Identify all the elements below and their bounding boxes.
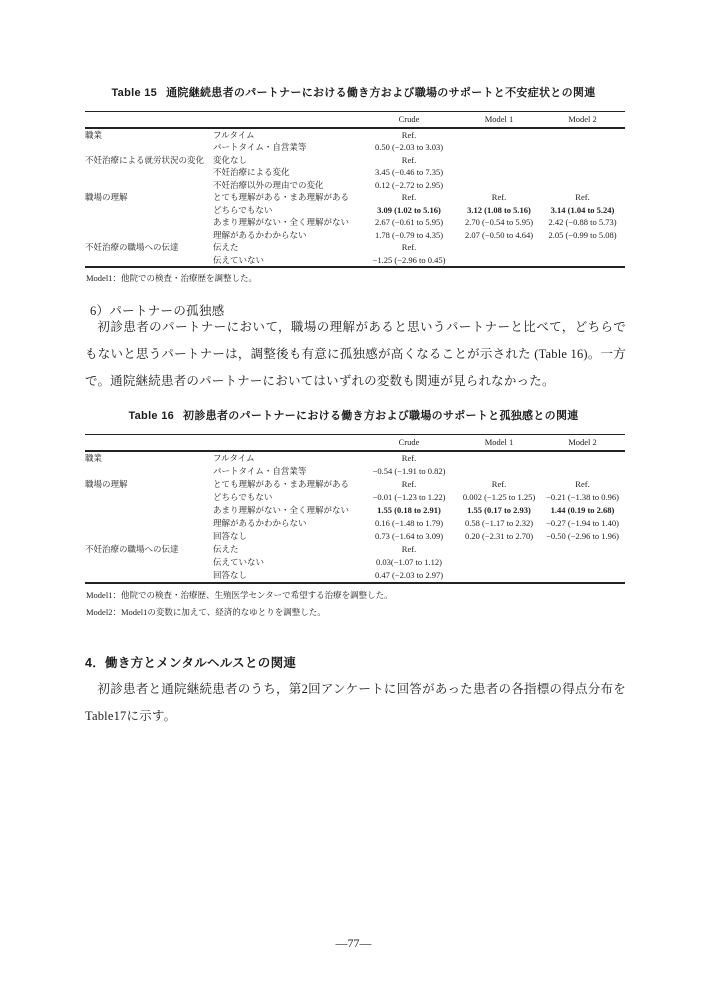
row-model2-value [540,465,625,478]
row-variable: 職場の理解 [85,478,128,489]
row-crude-value: Ref. [401,543,417,554]
row-model2-value [540,451,625,465]
table16-caption-text: 初診患者のパートナーにおける働き方および職場のサポートと孤独感との関連 [183,410,579,422]
row-crude-value: 2.67 (−0.61 to 5.95) [374,217,444,227]
row-variable [85,465,213,478]
row-crude-value: 1.78 (−0.79 to 4.35) [374,229,444,240]
row-variable: 職場の理解 [85,192,128,202]
table-row [85,517,625,530]
section4-paragraph: 初診患者と通院継続患者のうち，第2回アンケートに回答があった患者の各指標の得点分布をTable17に示す。 [85,682,626,723]
row-category: パートタイム・自営業等 [213,142,307,152]
table15-caption [0,84,707,100]
row-model1-value: 1.55 (0.17 to 2.93) [467,504,531,515]
row-variable: 職業 [85,452,103,463]
row-variable [85,166,213,179]
row-crude-value: 0.03(−1.07 to 1.12) [376,556,442,567]
row-crude-value: 0.16 (−1.48 to 1.79) [374,517,444,528]
table-row [85,569,625,583]
row-model2-value: 2.05 (−0.99 to 5.08) [548,229,617,240]
row-crude-value: 0.12 (−2.72 to 2.95) [374,179,444,190]
row-model2-value: Ref. [575,478,590,489]
row-variable [85,556,213,569]
table16-col-model2: Model 2 [540,435,625,451]
row-crude-value: −0.01 (−1.23 to 1.22) [372,491,446,502]
row-variable [85,216,213,229]
row-crude-value: 0.50 (−2.03 to 3.03) [374,142,444,152]
row-crude-value: 0.47 (−2.03 to 2.97) [374,569,444,580]
table16-footnote-2: Model2：Model1の変数に加えて、経済的なゆとりを調整した。 [86,607,326,617]
table15-col-model2: Model 2 [540,112,625,128]
table-row [85,241,625,254]
row-variable [85,504,213,517]
row-category: 回答なし [213,569,248,580]
table-row [85,128,625,142]
row-model1-value: 2.70 (−0.54 to 5.95) [464,217,534,227]
table16 [85,434,625,584]
row-variable [85,491,213,504]
row-model1-value [458,179,540,192]
row-variable [85,204,213,217]
header-spacer [85,435,213,451]
table16-col-crude: Crude [360,435,458,451]
row-crude-value: Ref. [401,192,417,202]
row-category: 不妊治療以外の理由での変化 [213,179,324,190]
row-variable [85,229,213,242]
table15-footnote: Model1：他院での検査・治療歴を調整した。 [86,273,257,283]
table-row [85,191,625,204]
table-row [85,204,625,217]
row-model1-value: 2.07 (−0.50 to 4.64) [464,229,534,240]
row-category: フルタイム [213,129,255,140]
row-model1-value [458,254,540,268]
row-variable: 不妊治療の職場への伝達 [85,543,179,554]
row-category: 理解があるかわからない [213,517,307,528]
row-variable [85,141,213,154]
table-row [85,254,625,268]
page-number: —77— [335,936,372,950]
table15-caption-text: 通院継続患者のパートナーにおける働き方および職場のサポートと不安症状との関連 [166,87,596,99]
table15 [85,111,625,268]
row-category: あまり理解がない・全く理解がない [213,504,350,515]
row-model1-value [458,166,540,179]
row-crude-value: 3.09 (1.02 to 5.16) [377,204,441,215]
row-category: とても理解がある・まあ理解がある [213,478,350,489]
table-row [85,504,625,517]
row-model2-value: Ref. [575,192,590,202]
row-variable [85,530,213,543]
row-model1-value: 0.58 (−1.17 to 2.32) [464,517,534,528]
row-model1-value: Ref. [491,478,507,489]
row-model2-value: 2.42 (−0.88 to 5.73) [548,217,617,227]
row-model1-value [458,128,540,142]
row-variable [85,254,213,268]
row-category: とても理解がある・まあ理解がある [213,192,350,202]
table15-caption-label: Table 15 [111,87,158,99]
row-model2-value: −0.27 (−1.94 to 1.40) [546,517,619,528]
row-variable: 不妊治療による就労状況の変化 [85,154,205,165]
table15-col-crude: Crude [360,112,458,128]
row-model1-value [458,154,540,167]
row-model1-value: 0.002 (−1.25 to 1.25) [462,491,536,502]
row-category: 伝えた [213,242,239,252]
table-row [85,530,625,543]
row-category: どちらでもない [213,491,273,502]
row-category: どちらでもない [213,204,273,215]
row-model2-value: 3.14 (1.04 to 5.24) [550,204,615,215]
table15-header-row [85,112,625,128]
row-category: 伝えていない [213,254,265,265]
row-model2-value [540,128,625,142]
table16-caption-label: Table 16 [128,410,175,422]
row-variable [85,517,213,530]
row-model2-value [540,141,625,154]
row-category: 伝えていない [213,556,265,567]
table-row [85,154,625,167]
row-variable [85,179,213,192]
row-variable: 職業 [85,129,103,140]
table-row [85,556,625,569]
section4-heading: 4．働き方とメンタルヘルスとの関連 [85,656,297,670]
header-spacer [213,435,360,451]
row-model2-value: −0.21 (−1.38 to 0.96) [546,491,619,502]
row-category: 理解があるかわからない [213,229,307,240]
row-category: あまり理解がない・全く理解がない [213,217,350,227]
row-variable [85,569,213,583]
row-model1-value [458,543,540,556]
row-model2-value [540,543,625,556]
row-model1-value [458,556,540,569]
table16-caption [0,407,707,423]
row-crude-value: Ref. [401,129,417,140]
row-crude-value: 1.55 (0.18 to 2.91) [377,504,441,515]
table-row [85,141,625,154]
row-model1-value [458,451,540,465]
table-row [85,229,625,242]
header-spacer [213,112,360,128]
row-model2-value [540,166,625,179]
header-spacer [85,112,213,128]
row-crude-value: Ref. [401,478,417,489]
table16-footnote-1: Model1：他院での検査・治療歴、生殖医学センターで希望する治療を調整した。 [86,590,393,600]
row-model2-value [540,179,625,192]
row-model2-value: 1.44 (0.19 to 2.68) [550,504,615,515]
row-model1-value [458,569,540,583]
row-crude-value: −0.54 (−1.91 to 0.82) [372,465,446,476]
table-row [85,166,625,179]
table-row [85,491,625,504]
table-row [85,451,625,465]
table16-header-row [85,435,625,451]
row-category: 変化なし [213,154,248,165]
table16-col-model1: Model 1 [458,435,540,451]
row-crude-value: 0.73 (−1.64 to 3.09) [374,530,444,541]
row-model1-value [458,241,540,254]
row-crude-value: Ref. [401,452,417,463]
table-row [85,543,625,556]
row-model1-value: 3.12 (1.08 to 5.16) [467,204,531,215]
row-crude-value: Ref. [401,242,417,252]
row-model1-value [458,465,540,478]
row-model2-value [540,556,625,569]
section6-paragraph: 初診患者のパートナーにおいて，職場の理解があると思いうパートナーと比べて，どちらでもないと思うパートナーは，調整後も有意に孤独感が高くなることが示された (Table 16)。一方で。通院継続患者のパートナーにおいてはいずれの変数も関連が見られなかった。 [85,320,626,388]
row-model2-value [540,154,625,167]
row-model2-value [540,241,625,254]
row-crude-value: 3.45 (−0.46 to 7.35) [374,167,444,177]
row-category: 回答なし [213,530,248,541]
row-crude-value: Ref. [401,154,417,165]
table-row [85,478,625,491]
row-crude-value: −1.25 (−2.96 to 0.45) [372,254,446,265]
row-model2-value: −0.50 (−2.96 to 1.96) [546,530,619,541]
table-row [85,179,625,192]
table15-col-model1: Model 1 [458,112,540,128]
row-model1-value: Ref. [491,192,507,202]
section6-heading: 6）パートナーの孤独感 [90,304,225,318]
row-model2-value [540,569,625,583]
row-category: フルタイム [213,452,255,463]
table-row [85,216,625,229]
row-variable: 不妊治療の職場への伝達 [85,242,179,252]
row-model1-value: 0.20 (−2.31 to 2.70) [464,530,534,541]
row-category: 不妊治療による変化 [213,167,290,177]
row-category: 伝えた [213,543,239,554]
row-category: パートタイム・自営業等 [213,465,307,476]
row-model2-value [540,254,625,268]
table-row [85,465,625,478]
row-model1-value [458,141,540,154]
